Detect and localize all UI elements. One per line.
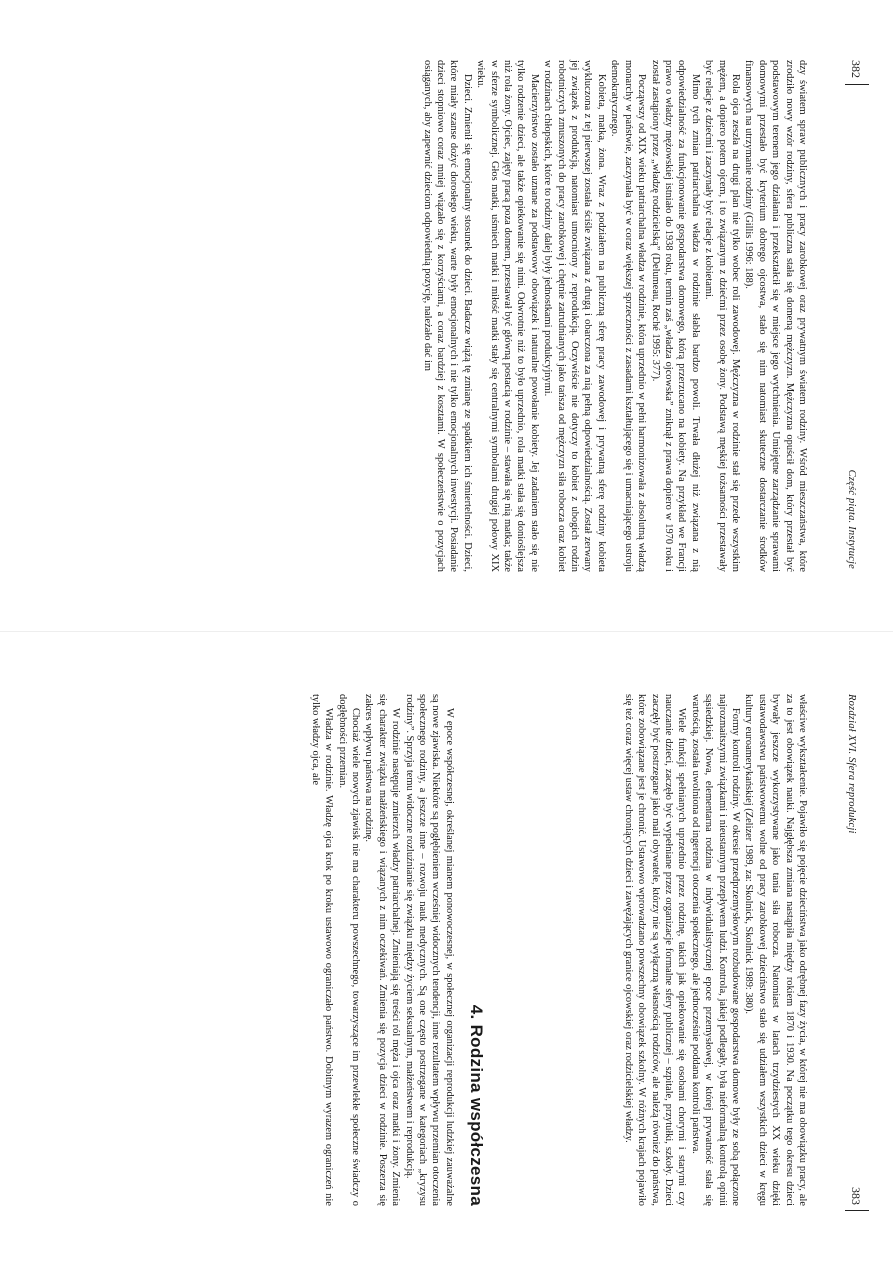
paragraph: Macierzyństwo zostało uznane za podstawowy obowiązek i naturalne powołanie kobiety. Jej zadaniem stało się nie tylko rodzenie dzieci, ale także opiekowanie się nimi. Odwrotnie niż to było uprzednio, rola matki stała się donioślejsza niż rola żony. Ojciec, zajęty pracą poza domem, przestawał być główną postacią w rodzinie – stawała się nią matka; także w sferze symbolicznej. Głos matki, uśmiech matki i miłość matki stały się centralnymi symbolami drugiej połowy XIX wieku. [475, 60, 540, 572]
page-number-bar-left [845, 84, 869, 85]
paragraph: Władza w rodzinie. Władzę ojca krok po kroku ustawowo ograniczało państwo. Dobitnym wyrazem ograniczeń nie tylko władzy ojca, ale [309, 694, 335, 1206]
paragraph: dzy światem spraw publicznych i pracy zarobkowej oraz prywatnym światem rodziny. Wśród mieszczaństwa, które zrodziło nowy wzór rodziny, sfera publiczna stała się domeną mężczyzn. Mężczyzna opuścił dom, który przestał być podstawowym terenem jego działania i przekształcił się w miejsce jego wytchnienia. Umiejętne zarządzanie sprawami domowymi przestało być kryterium dobrego ojcostwa, stało się nim natomiast skuteczne dostarczanie środków finansowych na utrzymanie rodziny (Gillis 1996: 188). [743, 60, 808, 572]
paragraph: właściwe wykształcenie. Pojawiło się pojęcie dzieciństwa jako odrębnej fazy życia, w której nie ma obowiązku pracy, ale za to jest obowiązek nauki. Najgłębsza zmiana nastąpiła między rokiem 1870 i 1930. Na początku tego okresu dzieci bywały jeszcze wykorzystywane jako tania siła robocza. Natomiast w latach trzydziestych XX wieku dzięki ustawodawstwu państwowemu wolne od pracy zarobkowej dzieciństwo stało się udziałem wszystkich dzieci w kręgu kultury euroamerykańskiej (Zelizer 1989, za: Skolnick, Skolnick 1989: 380). [743, 694, 808, 1206]
paragraph: Formy kontroli rodziny. W okresie przedprzemysłowym rozbudowane gospodarstwa domowe były ze sobą połączone najrozmaitszymi związkami i nieustannym przepływem ludzi. Kontrola, jakiej podlegały, była nieformalną kontrolą opinii sąsiedzkiej. Nowa, elementarna rodzina w indywidualistycznej epoce przemysłowej, w której prywatność stała się wartością, została uwolniona od ingerencji otoczenia społecznego, ale jednocześnie poddana kontroli państwa. [689, 694, 741, 1206]
paragraph: W epoce współczesnej, określanej mianem ponowoczesnej, w społecznej organizacji reprodukcji ludzkiej zauważalne są nowe zjawiska. Niektóre są pogłębieniem wcześniej widocznych tendencji, inne rezultatem wpływu przemian otoczenia społecznego rodziny, a jeszcze inne – rozwoju nauk medycznych. Są one często postrzegane w kategoriach „kryzysu rodziny”. Sprzyja temu widoczne rozluźnianie się związku między życiem seksualnym, małżeństwem i reprodukcją. [403, 694, 455, 1206]
page-number-bar-right [845, 1210, 869, 1211]
page-number-right: 383 [849, 1187, 863, 1205]
paragraph: Dzieci. Zmienił się emocjonalny stosunek do dzieci. Badacze wiążą tę zmianę ze spadkiem ich śmiertelności. Dzieci, które miały szanse dożyć dorosłego wieku, warte były emocjonalnych i nie tylko emocjonalnych inwestycji. Posiadanie dzieci stopniowo coraz mniej wiązało się z korzyściami, a coraz bardziej z kosztami. W społeczeństwie o pozycjach osiąganych, aby zapewnić dzieciom odpowiednią pozycję, należało dać im [421, 60, 473, 572]
page-number-left: 382 [849, 60, 863, 78]
paragraph: Chociaż wiele nowych zjawisk nie ma charakteru powszechnego, towarzyszące im przewlekłe społeczne świadczy o dogłębności przemian. [336, 694, 362, 1206]
paragraph: Mimo tych zmian patriarchalna władza w rodzinie słabła bardzo powoli. Trwała dłużej niż związana z nią odpowiedzialność za funkcjonowanie gospodarstwa domowego, którą przerzucano na kobiety. Na przykład we Francji prawo o władzy mężowskiej istniało do 1938 roku, termin zaś „władza ojcowska” zniknął z prawa dopiero w 1970 roku i został zastąpiony przez „władzę rodzicielską” (Delumeau, Roché 1995: 377). [649, 60, 701, 572]
section-title: 4. Rodzina współczesna [467, 1004, 487, 1206]
paragraph: W rodzinie następuje zmierzch władzy patriarchalnej. Zmieniają się treści ról męża i ojca oraz matki i żony. Zmienia się charakter związku małżeńskiego i wiązanych z nim oczekiwań. Zmienia się pozycja dzieci w rodzinie. Poszerza się zakres wpływu państwa na rodzinę. [363, 694, 402, 1206]
running-head-left: Część piąta. Instytucje [846, 469, 857, 569]
paragraph: Rola ojca zeszła na drugi plan nie tylko wobec roli zawodowej. Mężczyzna w rodzinie stał się przede wszystkim mężem, a dopiero potem ojcem, i to związanym z dziećmi przez osobę żony. Podstawą męskiej tożsamości przestawały być relacje z dziećmi i zaczynały być relacje z kobietami. [703, 60, 741, 572]
running-head-right: Rozdział XVI. Sfera reprodukcji [846, 694, 857, 834]
right-page [0, 632, 893, 1263]
left-page [0, 0, 893, 631]
paragraph: Kobieta, matka, żona. Wraz z podziałem na publiczną sferę pracy zawodowej i prywatną sferę rodziny kobieta wykluczona z tej pierwszej została ściśle związana z drugą i obarczona za nią pełną odpowiedzialnością. Został zerwany jej związek z produkcją, natomiast umocniony z reprodukcją. Oczywiście nie dotyczy to kobiet z ubogich rodzin robotniczych zmuszonych do pracy zarobkowej i chętnie zatrudnianych jako tańsza od mężczyzn siła robocza oraz kobiet w rodzinach chłopskich, które to rodziny dalej były jednostkami produkcyjnymi. [542, 60, 607, 572]
paragraph: Począwszy od XIX wieku patriarchalna władza w rodzinie, która uprzednio w pełni harmonizowała z absolutną władzą monarchy w państwie, zaczynała być w coraz większej sprzeczności z zasadami kształtującego się i umacniającego ustroju demokratycznego. [609, 60, 648, 572]
paragraph: Wiele funkcji spełnianych uprzednio przez rodzinę, takich jak opiekowanie się osobami chorymi i starymi czy nauczanie dzieci, zaczęło być wypełniane przez organizacje formalne sfery publicznej – szpitale, przytułki, szkoły. Dzieci zaczęły być postrzegane jako mali obywatele, którzy nie są wyłączną własnością rodziców, ale należą również do państwa, które zobowiązane jest je chronić. Ustawowo wprowadzano powszechny obowiązek szkolny. W różnych krajach pojawiło się też coraz więcej ustaw chroniących dzieci i zawężających granice ojcowskiej oraz rodzicielskiej władzy. [622, 694, 688, 1206]
left-text-column [420, 60, 809, 572]
right-text-column [308, 694, 809, 1206]
